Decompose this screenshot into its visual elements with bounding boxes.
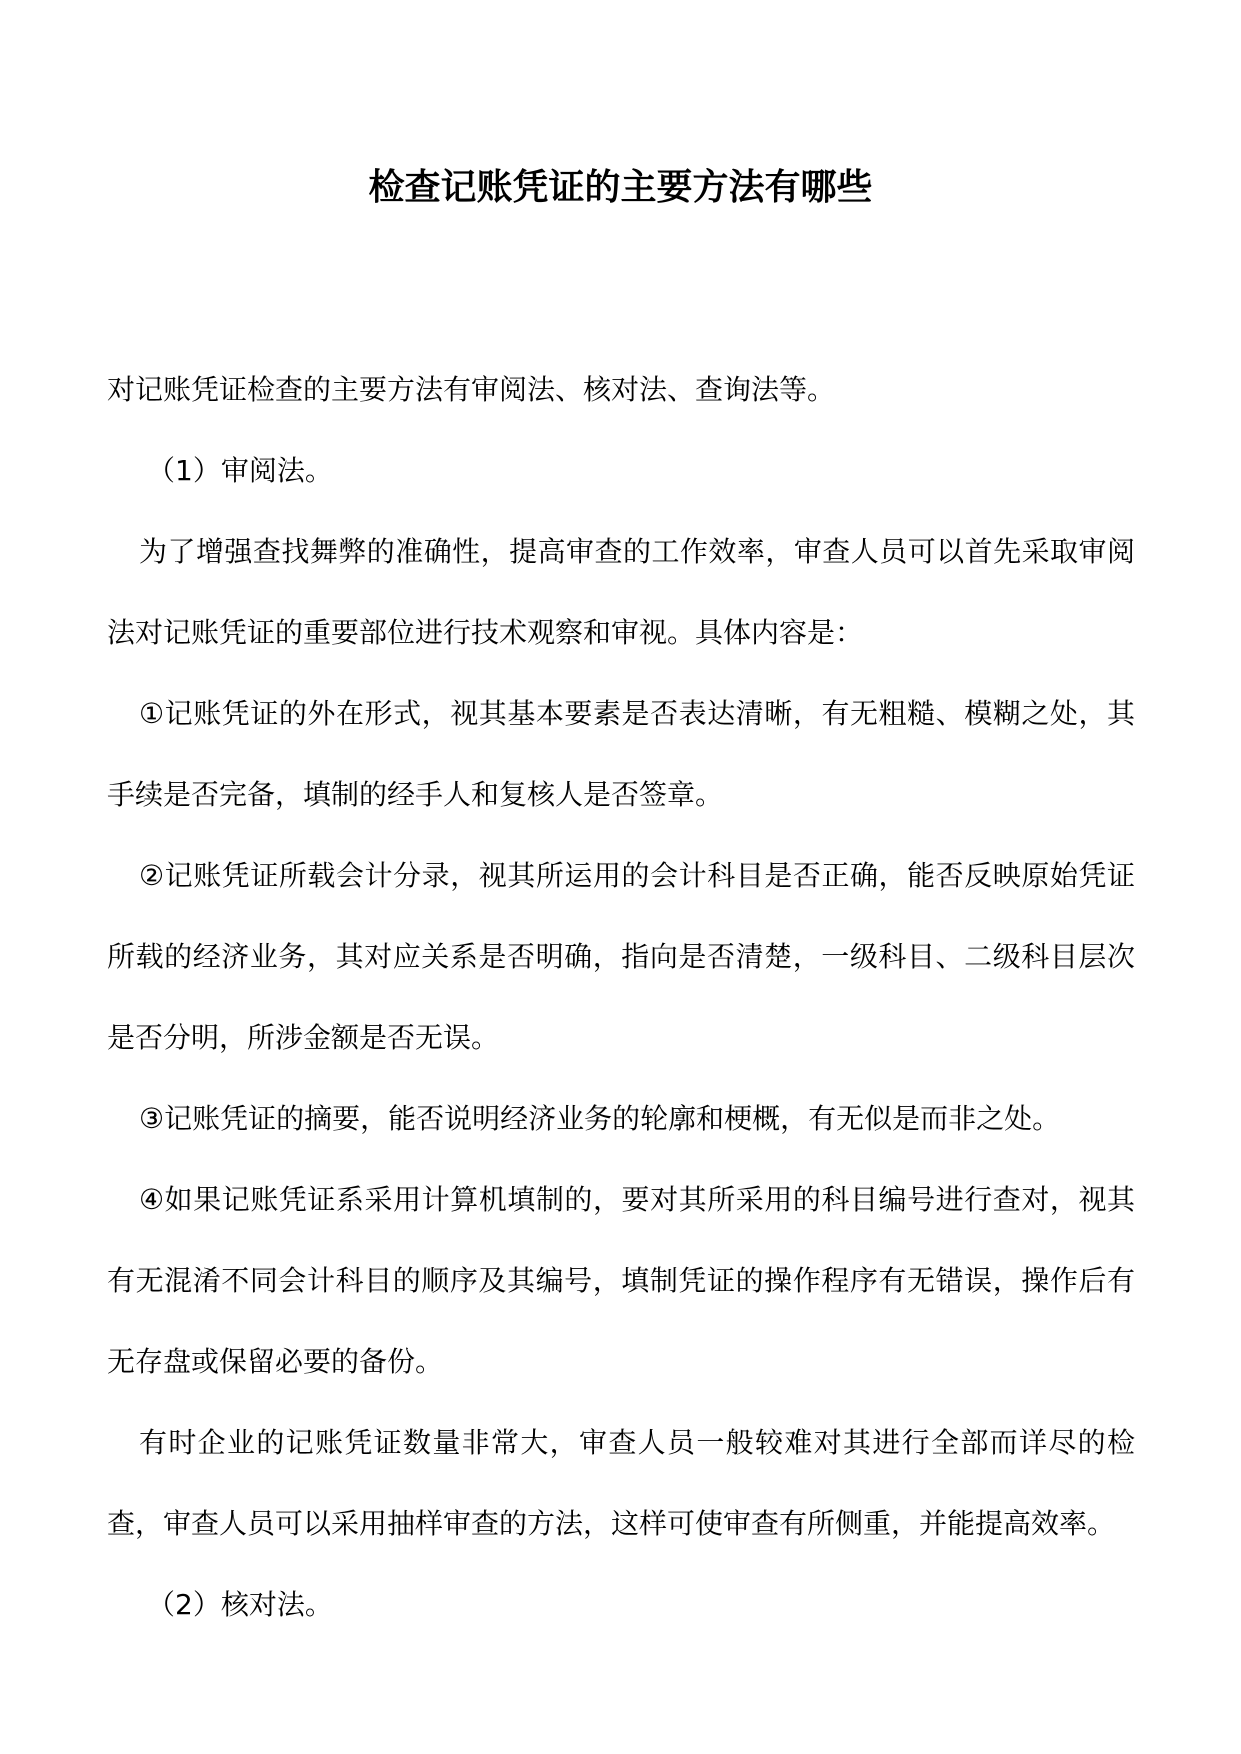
sampling-paragraph: 有时企业的记账凭证数量非常大，审查人员一般较难对其进行全部而详尽的检查，审查人员可以采用抽样审查的方法，这样可使审查有所侧重，并能提高效率。: [107, 1426, 1135, 1540]
intro-paragraph: 对记账凭证检查的主要方法有审阅法、核对法、查询法等。: [107, 373, 836, 406]
section-heading-review-method: （1）审阅法。: [147, 454, 333, 487]
review-item-2: ②记账凭证所载会计分录，视其所运用的会计科目是否正确，能否反映原始凭证所载的经济业务，其对应关系是否明确，指向是否清楚，一级科目、二级科目层次是否分明，所涉金额是否无误。: [107, 859, 1135, 1054]
section-heading-check-method: （2）核对法。: [147, 1588, 333, 1621]
review-method-paragraph: 为了增强查找舞弊的准确性，提高审查的工作效率，审查人员可以首先采取审阅法对记账凭证的重要部位进行技术观察和审视。具体内容是：: [107, 535, 1135, 649]
review-item-4: ④如果记账凭证系采用计算机填制的，要对其所采用的科目编号进行查对，视其有无混淆不同会计科目的顺序及其编号，填制凭证的操作程序有无错误，操作后有无存盘或保留必要的备份。: [107, 1183, 1135, 1378]
review-item-3: ③记账凭证的摘要，能否说明经济业务的轮廓和梗概，有无似是而非之处。: [139, 1102, 1061, 1135]
document-title: 检查记账凭证的主要方法有哪些: [368, 167, 873, 208]
document-body: [107, 349, 1135, 1645]
review-item-1: ①记账凭证的外在形式，视其基本要素是否表达清晰，有无粗糙、模糊之处，其手续是否完备，填制的经手人和复核人是否签章。: [107, 697, 1135, 811]
